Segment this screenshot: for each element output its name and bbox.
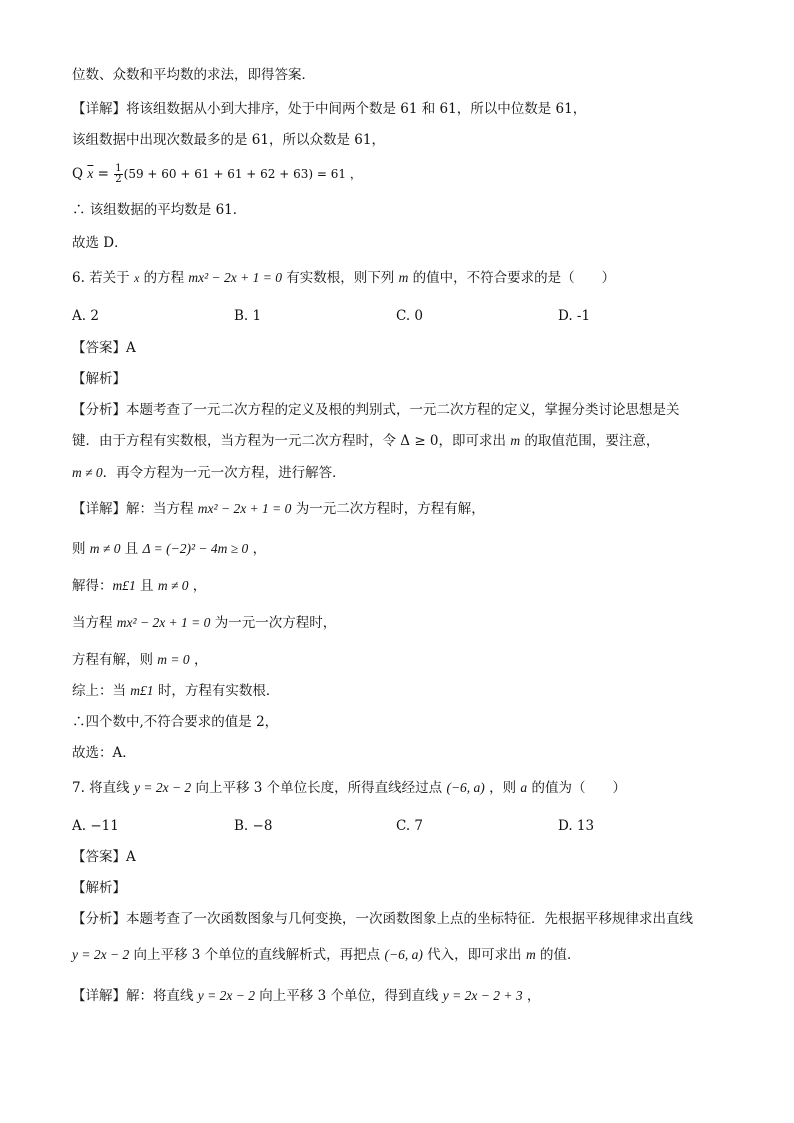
option-label: B. 1 <box>234 308 262 324</box>
fraction-denominator: 2 <box>115 174 122 185</box>
text-line <box>72 66 315 84</box>
math-inline: y = 2x − 2 <box>197 988 256 1003</box>
line-text: 【详解】将该组数据从小到大排序，处于中间两个数是 61 和 61，所以中位数是 61， <box>72 101 587 117</box>
option-c <box>396 307 423 325</box>
heading-text: 【解析】 <box>72 371 126 387</box>
line-text: 则 <box>72 541 90 557</box>
math-inline: m£1 <box>112 578 136 593</box>
line-text: 故选 D． <box>72 235 128 251</box>
formula-rest: (59 + 60 + 61 + 61 + 62 + 63) = 61 ， <box>123 167 362 181</box>
line-text: 该组数据中出现次数最多的是 61，所以众数是 61， <box>72 132 385 148</box>
text-line <box>72 100 586 118</box>
line-text: ∴四个数中,不符合要求的值是 2， <box>72 714 279 730</box>
answer-line <box>72 848 136 866</box>
line-text: 键．由于方程有实数根，当方程为一元二次方程时，令 Δ ≥ 0，即可求出 <box>72 433 511 449</box>
line-text: 且 <box>120 541 143 557</box>
text-line <box>72 201 246 219</box>
line-text: 方程有解，则 <box>72 652 158 668</box>
math-inline: m£1 <box>130 683 154 698</box>
text-line <box>72 432 659 450</box>
analysis-heading <box>72 879 126 897</box>
line-text: 的取值范围，要注意， <box>520 433 660 449</box>
text-line <box>72 946 580 964</box>
option-c <box>396 817 423 835</box>
line-text: ∴ 该组数据的平均数是 61． <box>72 202 247 218</box>
line-text: 时，方程有实数根． <box>153 683 280 699</box>
line-text: 解得： <box>72 578 113 594</box>
line-text: 故选：A． <box>72 745 136 761</box>
q6-var-x: x <box>133 271 140 285</box>
line-text: 【分析】本题考查了一次函数图象与几何变换，一次函数图象上点的坐标特征．先根据平移规律求出直线 <box>72 911 693 927</box>
math-inline: m ≠ 0 <box>89 541 121 556</box>
question-6 <box>72 269 615 287</box>
text-line <box>72 713 278 731</box>
q7-text: ，则 <box>484 780 521 796</box>
q7-point: (−6, a) <box>446 780 485 795</box>
line-text: ．再令方程为一元一次方程，进行解答． <box>102 465 346 481</box>
line-text: ， <box>522 988 541 1004</box>
line-text: 位数、众数和平均数的求法，即得答案． <box>72 67 315 83</box>
q6-equation: mx² − 2x + 1 = 0 <box>188 270 283 285</box>
option-label: B. −8 <box>234 818 273 834</box>
mean-formula <box>72 164 362 185</box>
line-text: ， <box>188 578 207 594</box>
text-line <box>72 651 207 669</box>
text-line <box>72 401 680 419</box>
line-text: 当方程 <box>72 615 117 631</box>
q6-text: 有实数根，则下列 <box>282 270 399 286</box>
answer-text: 【答案】A <box>72 340 136 356</box>
text-line <box>72 682 279 700</box>
math-inline: y = 2x − 2 + 3 <box>442 988 523 1003</box>
q7-text: 的值为（ ） <box>527 780 626 796</box>
var-m: m <box>525 947 536 962</box>
line-text: 为一元一次方程时， <box>210 615 337 631</box>
math-inline: m ≠ 0 <box>157 578 189 593</box>
line-text: 的值． <box>535 947 581 963</box>
q6-text: 6. 若关于 <box>72 270 134 286</box>
text-line <box>72 500 485 518</box>
text-line <box>72 744 136 762</box>
option-label: D. 13 <box>558 818 595 834</box>
var-m: m <box>510 433 521 448</box>
option-label: C. 0 <box>396 308 424 324</box>
math-inline: y = 2x − 2 <box>72 947 130 962</box>
formula-eq: = <box>97 166 109 182</box>
option-label: A. 2 <box>72 308 99 324</box>
q7-var-a: a <box>520 780 528 795</box>
fraction-numerator: 1 <box>115 163 122 174</box>
text-line <box>72 464 346 482</box>
line-text: ， <box>189 652 208 668</box>
fraction <box>114 164 122 185</box>
math-inline: m ≠ 0 <box>72 465 103 480</box>
line-text: 【分析】本题考查了一元二次方程的定义及根的判别式，一元二次方程的定义，掌握分类讨论思想是关 <box>72 402 680 418</box>
text-line <box>72 540 266 558</box>
answer-line <box>72 339 136 357</box>
line-text: 【详解】解：将直线 <box>72 988 198 1004</box>
option-b <box>234 307 261 325</box>
math-inline: Δ = (−2)² − 4m ≥ 0 <box>142 541 249 556</box>
text-line <box>72 614 336 632</box>
formula-prefix: Q <box>72 166 84 182</box>
line-text: 为一元二次方程时，方程有解， <box>291 501 485 517</box>
text-line <box>72 910 693 928</box>
option-label: C. 7 <box>396 818 424 834</box>
analysis-heading <box>72 370 126 388</box>
q6-text: 的方程 <box>139 270 189 286</box>
math-inline: m = 0 <box>157 652 190 667</box>
option-label: D. -1 <box>558 308 591 324</box>
q7-equation: y = 2x − 2 <box>133 780 192 795</box>
math-inline: mx² − 2x + 1 = 0 <box>116 615 211 630</box>
option-d <box>558 817 594 835</box>
answer-text: 【答案】A <box>72 849 136 865</box>
math-inline: (−6, a) <box>384 947 423 962</box>
option-b <box>234 817 272 835</box>
option-a <box>72 817 119 835</box>
text-line <box>72 131 385 149</box>
text-line <box>72 234 128 252</box>
line-text: ， <box>248 541 267 557</box>
option-a <box>72 307 99 325</box>
line-text: 且 <box>135 578 158 594</box>
q6-text: 的值中，不符合要求的是（ ） <box>408 270 616 286</box>
line-text: 向上平移 3 个单位，得到直线 <box>255 988 443 1004</box>
question-7 <box>72 779 626 797</box>
option-label: A. −11 <box>72 818 119 834</box>
text-line <box>72 987 540 1005</box>
line-text: 向上平移 3 个单位的直线解析式，再把点 <box>129 947 385 963</box>
math-inline: mx² − 2x + 1 = 0 <box>197 501 292 516</box>
q7-text: 向上平移 3 个单位长度，所得直线经过点 <box>191 780 447 796</box>
q6-var-m: m <box>398 270 409 285</box>
formula-var: $\overline{x}$ <box>87 166 94 181</box>
option-d <box>558 307 590 325</box>
q7-text: 7. 将直线 <box>72 780 134 796</box>
text-line <box>72 577 206 595</box>
line-text: 综上：当 <box>72 683 131 699</box>
line-text: 代入，即可求出 <box>422 947 526 963</box>
line-text: 【详解】解：当方程 <box>72 501 198 517</box>
heading-text: 【解析】 <box>72 880 126 896</box>
